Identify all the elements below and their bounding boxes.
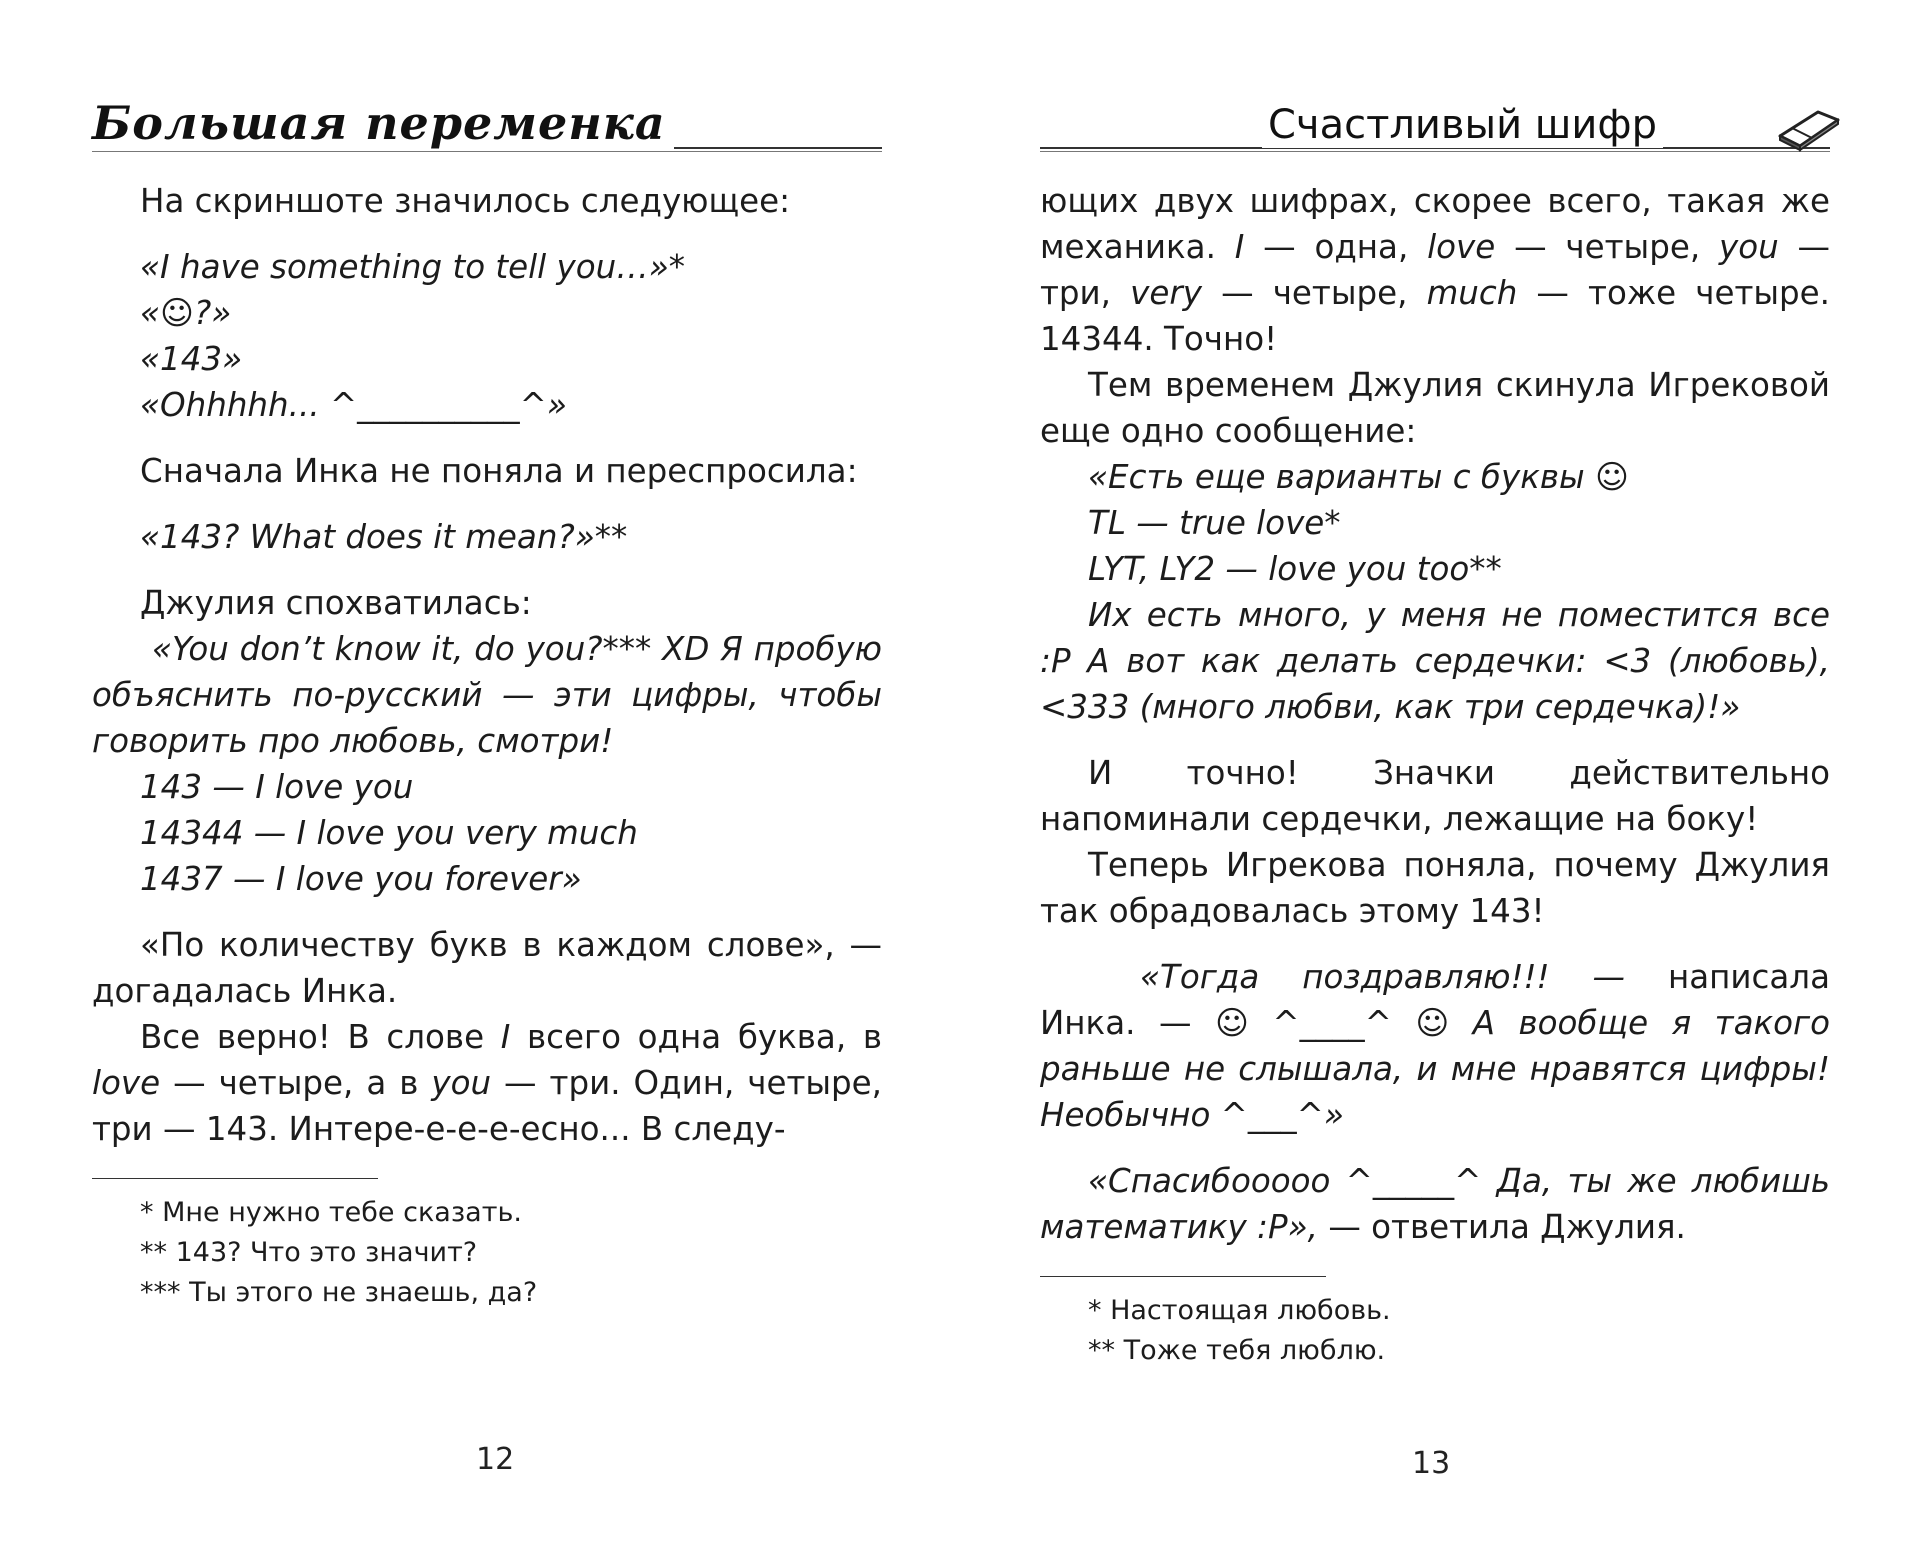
paragraph: Тем временем Джулия скинула Игрековой еще одно сообщение: (1040, 366, 1830, 450)
paragraph: «По количеству букв в каждом слове», — догадалась Инка. (92, 926, 882, 1010)
running-head-title: Большая переменка (92, 96, 674, 150)
paragraph: Сначала Инка не поняла и переспросила: (140, 452, 858, 490)
chat-line: «☺?» (140, 294, 232, 332)
quote-text: «You don’t know it, do you?*** XD Я пробую объяснить по-русский — эти цифры, чтобы говорить про любовь, смотри! (92, 630, 882, 760)
code-line: 143 — I love you (140, 768, 414, 806)
left-page-body (92, 178, 882, 1313)
text-run: написала Инка. — (1040, 958, 1830, 1042)
code-list (92, 764, 882, 902)
footnote-rule (92, 1178, 378, 1179)
right-page (956, 0, 1912, 1558)
text-run: — три. Один, четыре, три — 143. Интере-е-е-е-есно... В следу- (92, 1064, 882, 1148)
text-run: — четыре, а в (160, 1064, 432, 1102)
text-run-italic: you (1718, 228, 1779, 266)
text-run-italic: I (500, 1018, 511, 1056)
chat-line: «Ohhhhh... ^__________^» (140, 386, 567, 424)
footnotes (92, 1193, 882, 1313)
chat-line: «I have something to tell you…»* (140, 248, 686, 286)
text-run-italic: I (1234, 228, 1245, 266)
text-run: — одна, (1244, 228, 1428, 266)
chat-quote (92, 626, 882, 764)
footnote: ** Тоже тебя люблю. (1088, 1335, 1386, 1366)
paragraph: На скриншоте значилось следующее: (140, 182, 791, 220)
text-run-italic: you (431, 1064, 492, 1102)
chat-line: «143? What does it mean?»** (140, 518, 628, 556)
paragraph (1040, 1158, 1830, 1250)
text-run: всего одна буква, в (510, 1018, 882, 1056)
paragraph: Джулия спохватилась: (140, 584, 532, 622)
running-head-right (1040, 88, 1830, 160)
text-run: — три, (1040, 228, 1830, 312)
code-line: 1437 — I love you forever» (140, 860, 582, 898)
footnote: * Мне нужно тебе сказать. (140, 1197, 522, 1228)
paragraph: Теперь Игрекова поняла, почему Джулия так обрадовалась этому 143! (1040, 846, 1830, 930)
quote-line: Их есть много, у меня не поместится все :P А вот как делать сердечки: <3 (любовь), <333 (много любви, как три сердечка)!» (1040, 596, 1830, 726)
quote-line: «Есть еще варианты с буквы ☺ (1088, 458, 1629, 496)
text-run: — четыре, (1495, 228, 1719, 266)
text-run: — тоже четыре. 14344. Точно! (1040, 274, 1830, 358)
quote-line: TL — true love* (1088, 504, 1341, 542)
running-head-title: Счастливый шифр (1262, 102, 1663, 148)
footnote: ** 143? Что это значит? (140, 1237, 478, 1268)
text-run-italic: much (1426, 274, 1518, 312)
text-run-italic: «Тогда поздравляю!!! — (1140, 958, 1626, 996)
footnote: *** Ты этого не знаешь, да? (140, 1277, 538, 1308)
text-run-italic: love (1427, 228, 1496, 266)
paragraph: И точно! Значки действительно напоминали сердечки, лежащие на боку! (1040, 754, 1830, 838)
right-page-body (1040, 178, 1830, 1371)
text-run: ющих двух шифрах, скорее всего, такая же механика. (1040, 182, 1830, 266)
eraser-icon (1774, 106, 1844, 152)
text-run-italic: very (1130, 274, 1202, 312)
paragraph (1040, 178, 1830, 362)
text-run-italic: love (92, 1064, 161, 1102)
chat-quote (1040, 454, 1830, 730)
chat-messages (92, 244, 882, 428)
page-number: 13 (1412, 1446, 1451, 1481)
footnote-rule (1040, 1276, 1326, 1277)
text-run: — ответила Джулия. (1317, 1208, 1686, 1246)
code-line: 14344 — I love you very much (140, 814, 638, 852)
text-run: Все верно! В слове (140, 1018, 501, 1056)
chat-messages (92, 514, 882, 560)
footnote: * Настоящая любовь. (1088, 1295, 1391, 1326)
text-run-italic: ☺ ^____^ ☺ А вообще я такого раньше не слышала, и мне нравятся цифры! Необычно ^___^» (1040, 1004, 1830, 1134)
page-number: 12 (476, 1442, 515, 1477)
paragraph (92, 1014, 882, 1152)
running-head-left (92, 88, 882, 160)
paragraph (1040, 954, 1830, 1138)
quote-line: LYT, LY2 — love you too** (1088, 550, 1502, 588)
text-run: — четыре, (1201, 274, 1427, 312)
text-run-italic: «Спасибооооо ^_____^ Да, ты же любишь математику :P», (1040, 1162, 1830, 1246)
chat-line: «143» (140, 340, 243, 378)
footnotes (1040, 1291, 1830, 1371)
